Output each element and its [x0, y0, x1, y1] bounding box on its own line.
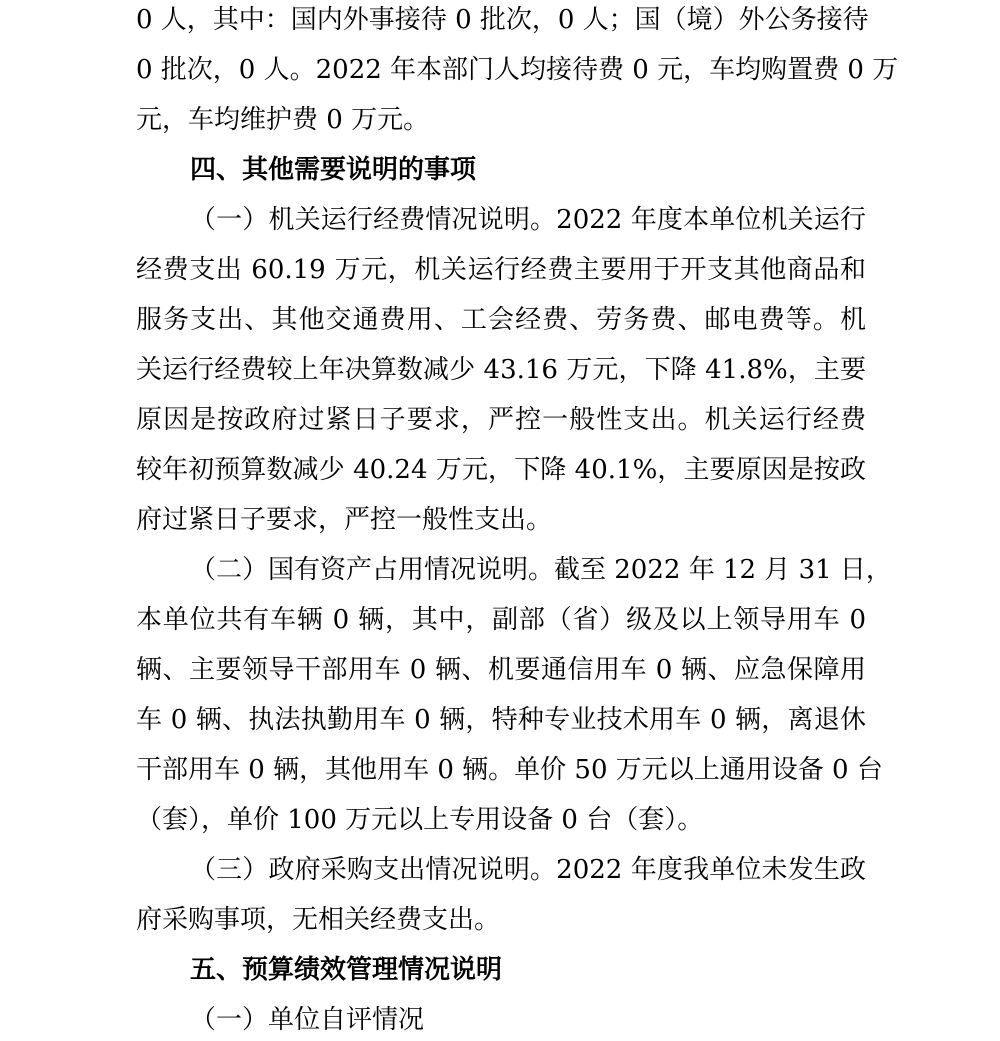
paragraph-line: 车 0 辆、执法执勤用车 0 辆，特种专业技术用车 0 辆，离退休 [136, 705, 866, 735]
paragraph-line: 服务支出、其他交通费用、工会经费、劳务费、邮电费等。机 [136, 305, 866, 335]
paragraph-line: （二）国有资产占用情况说明。截至 2022 年 12 月 31 日， [190, 555, 892, 585]
paragraph-line: 元，车均维护费 0 万元。 [136, 105, 430, 135]
paragraph-line: （三）政府采购支出情况说明。2022 年度我单位未发生政 [190, 855, 866, 885]
paragraph-line: 经费支出 60.19 万元，机关运行经费主要用于开支其他商品和 [136, 255, 866, 285]
paragraph-line: 辆、主要领导干部用车 0 辆、机要通信用车 0 辆、应急保障用 [136, 655, 866, 685]
paragraph-line: 较年初预算数减少 40.24 万元，下降 40.1%，主要原因是按政 [136, 455, 866, 485]
paragraph-line: 原因是按政府过紧日子要求，严控一般性支出。机关运行经费 [136, 405, 866, 435]
subsection-heading: （一）单位自评情况 [190, 1005, 425, 1035]
paragraph-line: 本单位共有车辆 0 辆，其中，副部（省）级及以上领导用车 0 [136, 605, 866, 635]
paragraph-line: 府采购事项，无相关经费支出。 [136, 905, 501, 935]
section-heading-five: 五、预算绩效管理情况说明 [190, 955, 503, 985]
section-heading-four: 四、其他需要说明的事项 [190, 155, 477, 185]
paragraph-line: 0 批次，0 人。2022 年本部门人均接待费 0 元，车均购置费 0 万 [136, 55, 899, 85]
paragraph-line: （套），单价 100 万元以上专用设备 0 台（套）。 [136, 805, 704, 835]
paragraph-line: 关运行经费较上年决算数减少 43.16 万元，下降 41.8%，主要 [136, 355, 866, 385]
paragraph-line: 府过紧日子要求，严控一般性支出。 [136, 505, 553, 535]
paragraph-line: 干部用车 0 辆，其他用车 0 辆。单价 50 万元以上通用设备 0 台 [136, 755, 883, 785]
paragraph-line: 0 人，其中：国内外事接待 0 批次，0 人；国（境）外公务接待 [136, 5, 869, 35]
paragraph-line: （一）机关运行经费情况说明。2022 年度本单位机关运行 [190, 205, 866, 235]
